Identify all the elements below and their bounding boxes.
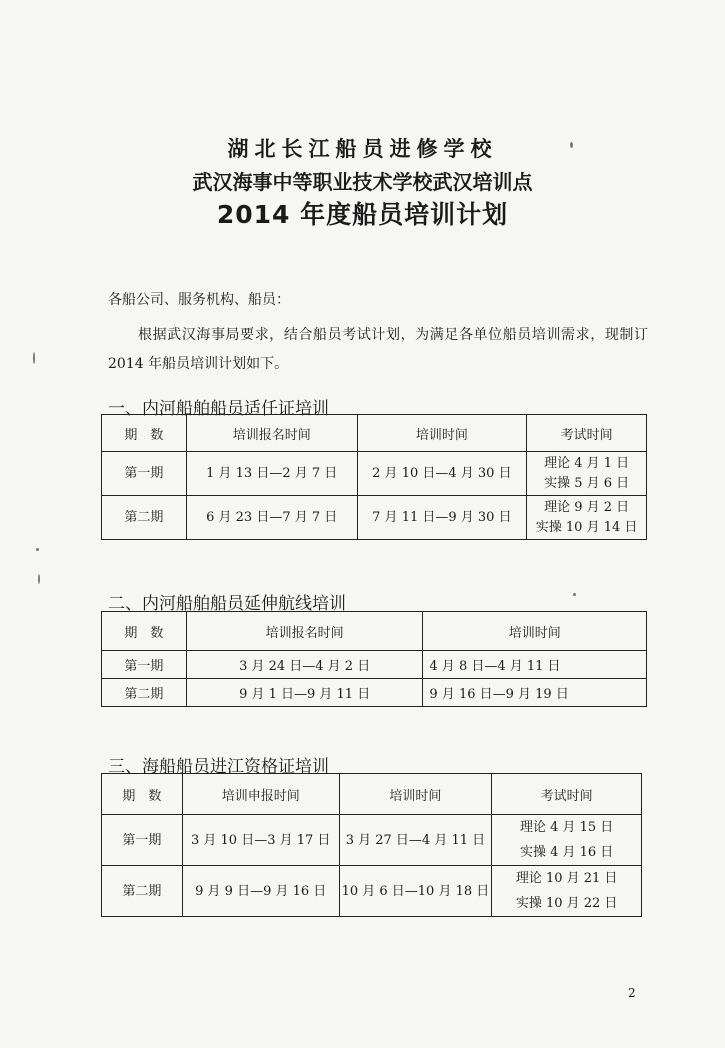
training-cell: 7 月 11 日—9 月 30 日 (357, 496, 527, 540)
section-2-title: 二、内河船舶船员延伸航线培训 (108, 594, 346, 614)
header-signup: 培训报名时间 (186, 415, 357, 452)
intro-paragraph: 根据武汉海事局要求，结合船员考试计划，为满足各单位船员培训需求，现制订 2014 年船员培训计划如下。 (108, 327, 648, 372)
training-cell: 10 月 6 日—10 月 18 日 (339, 866, 492, 917)
signup-cell: 9 月 1 日—9 月 11 日 (186, 679, 423, 707)
exam-practice: 实操 5 月 6 日 (544, 475, 630, 491)
signup-cell: 1 月 13 日—2 月 7 日 (186, 452, 357, 496)
signup-cell: 6 月 23 日—7 月 7 日 (186, 496, 357, 540)
scan-speck (33, 352, 35, 364)
exam-cell (527, 452, 647, 496)
salutation: 各船公司、服务机构、船员： (108, 292, 290, 308)
header-period: 期 数 (102, 612, 187, 651)
table-row (102, 815, 642, 866)
period-cell: 第二期 (102, 496, 187, 540)
section-1-title: 一、内河船舶船员适任证培训 (108, 399, 329, 419)
exam-cell (527, 496, 647, 540)
header-training: 培训时间 (423, 612, 647, 651)
header-signup: 培训申报时间 (182, 774, 339, 815)
exam-theory: 理论 10 月 21 日 (515, 871, 618, 886)
table-row (102, 651, 647, 679)
period-cell: 第一期 (102, 815, 183, 866)
training-cell: 4 月 8 日—4 月 11 日 (423, 651, 647, 679)
section-1-table (101, 414, 647, 540)
period-cell: 第一期 (102, 651, 187, 679)
scan-speck (573, 593, 576, 596)
header-period: 期 数 (102, 774, 183, 815)
training-cell: 9 月 16 日—9 月 19 日 (423, 679, 647, 707)
table-header-row (102, 415, 647, 452)
training-cell: 2 月 10 日—4 月 30 日 (357, 452, 527, 496)
section-3-title: 三、海船船员进江资格证培训 (108, 757, 329, 777)
table-header-row (102, 612, 647, 651)
header-period: 期 数 (102, 415, 187, 452)
header-signup: 培训报名时间 (186, 612, 423, 651)
section-3-table (101, 773, 642, 917)
table-row (102, 452, 647, 496)
exam-cell (492, 815, 642, 866)
page-number: 2 (628, 986, 636, 1000)
header-exam: 考试时间 (527, 415, 647, 452)
table-row (102, 496, 647, 540)
signup-cell: 3 月 24 日—4 月 2 日 (186, 651, 423, 679)
header-training: 培训时间 (339, 774, 492, 815)
title-line-1: 湖北长江船员进修学校 (227, 137, 498, 161)
title-line-2: 武汉海事中等职业技术学校武汉培训点 (192, 170, 533, 194)
exam-cell (492, 866, 642, 917)
signup-cell: 9 月 9 日—9 月 16 日 (182, 866, 339, 917)
table-row (102, 866, 642, 917)
document-title: 2014 年度船员培训计划 (216, 200, 509, 229)
section-2-table (101, 611, 647, 707)
table-header-row (102, 774, 642, 815)
signup-cell: 3 月 10 日—3 月 17 日 (182, 815, 339, 866)
exam-practice: 实操 10 月 14 日 (535, 519, 638, 535)
header-exam: 考试时间 (492, 774, 642, 815)
period-cell: 第二期 (102, 679, 187, 707)
scan-speck (36, 548, 39, 551)
period-cell: 第一期 (102, 452, 187, 496)
training-cell: 3 月 27 日—4 月 11 日 (339, 815, 492, 866)
exam-practice: 实操 4 月 16 日 (519, 845, 614, 860)
exam-practice: 实操 10 月 22 日 (515, 896, 618, 911)
header-training: 培训时间 (357, 415, 527, 452)
scan-speck (570, 142, 573, 148)
exam-theory: 理论 4 月 15 日 (519, 820, 614, 835)
exam-theory: 理论 9 月 2 日 (544, 499, 630, 515)
exam-theory: 理论 4 月 1 日 (544, 455, 630, 471)
scan-speck (38, 574, 40, 584)
period-cell: 第二期 (102, 866, 183, 917)
table-row (102, 679, 647, 707)
